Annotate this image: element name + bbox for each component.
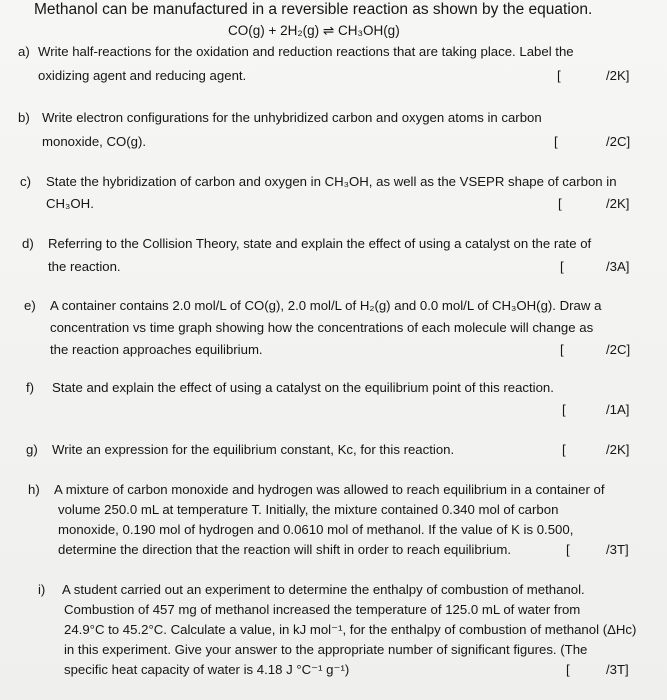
marks-value: /2C] [606,134,631,149]
question-text: monoxide, CO(g). [42,134,147,149]
question-text: 24.9°C to 45.2°C. Calculate a value, in kJ mol⁻¹, for the enthalpy of combustion of methanol (ΔHc) [64,622,637,637]
marks-bracket: [ [566,662,570,677]
question-label: d) [22,236,34,251]
intro-text: Methanol can be manufactured in a reversible reaction as shown by the equation. [34,1,593,18]
question-text: determine the direction that the reaction will shift in order to reach equilibrium. [58,542,511,557]
marks-value: /3T] [606,542,629,557]
question-text: volume 250.0 mL at temperature T. Initially, the mixture contained 0.340 mol of carbon [58,502,559,517]
marks-bracket: [ [562,442,566,457]
question-label: h) [28,482,40,497]
marks-value: /3T] [606,662,629,677]
marks-bracket: [ [560,342,564,357]
question-text: State and explain the effect of using a catalyst on the equilibrium point of this reaction. [52,380,554,395]
question-text: A container contains 2.0 mol/L of CO(g), 2.0 mol/L of H₂(g) and 0.0 mol/L of CH₃OH(g). Draw a [50,298,602,313]
question-text: the reaction approaches equilibrium. [50,342,263,357]
question-text: State the hybridization of carbon and oxygen in CH₃OH, as well as the VSEPR shape of carbon in [46,174,617,189]
question-label: i) [38,582,46,597]
marks-value: /1A] [606,402,630,417]
question-text: Write half-reactions for the oxidation and reduction reactions that are taking place. Label the [38,44,574,59]
question-text: oxidizing agent and reducing agent. [38,68,247,83]
question-label: c) [20,174,31,189]
question-label: f) [26,380,35,395]
marks-bracket: [ [566,542,570,557]
question-text: A mixture of carbon monoxide and hydrogen was allowed to reach equilibrium in a container of [54,482,605,497]
question-text: A student carried out an experiment to determine the enthalpy of combustion of methanol. [62,582,585,597]
question-text: Write an expression for the equilibrium constant, Kc, for this reaction. [52,442,455,457]
marks-value: /2K] [606,68,630,83]
marks-bracket: [ [554,134,558,149]
reaction-equation: CO(g) + 2H₂(g) ⇌ CH₃OH(g) [228,23,400,38]
question-text: specific heat capacity of water is 4.18 J °C⁻¹ g⁻¹) [64,662,350,677]
marks-value: /2C] [606,342,631,357]
question-text: Referring to the Collision Theory, state and explain the effect of using a catalyst on the rate of [48,236,592,251]
question-text: monoxide, 0.190 mol of hydrogen and 0.0610 mol of methanol. If the value of K is 0.500, [58,522,574,537]
marks-value: /2K] [606,196,630,211]
question-text: the reaction. [48,259,121,274]
question-label: g) [26,442,38,457]
question-label: b) [18,110,30,125]
question-label: a) [18,44,30,59]
marks-value: /2K] [606,442,630,457]
question-text: in this experiment. Give your answer to the appropriate number of significant figures. (The [64,642,588,657]
question-text: concentration vs time graph showing how the concentrations of each molecule will change as [50,320,594,335]
question-text: CH₃OH. [46,196,94,211]
marks-bracket: [ [560,259,564,274]
question-text: Write electron configurations for the unhybridized carbon and oxygen atoms in carbon [42,110,542,125]
marks-value: /3A] [606,259,630,274]
marks-bracket: [ [557,68,561,83]
question-label: e) [24,298,36,313]
marks-bracket: [ [558,196,562,211]
question-text: Combustion of 457 mg of methanol increased the temperature of 125.0 mL of water from [64,602,581,617]
marks-bracket: [ [562,402,566,417]
